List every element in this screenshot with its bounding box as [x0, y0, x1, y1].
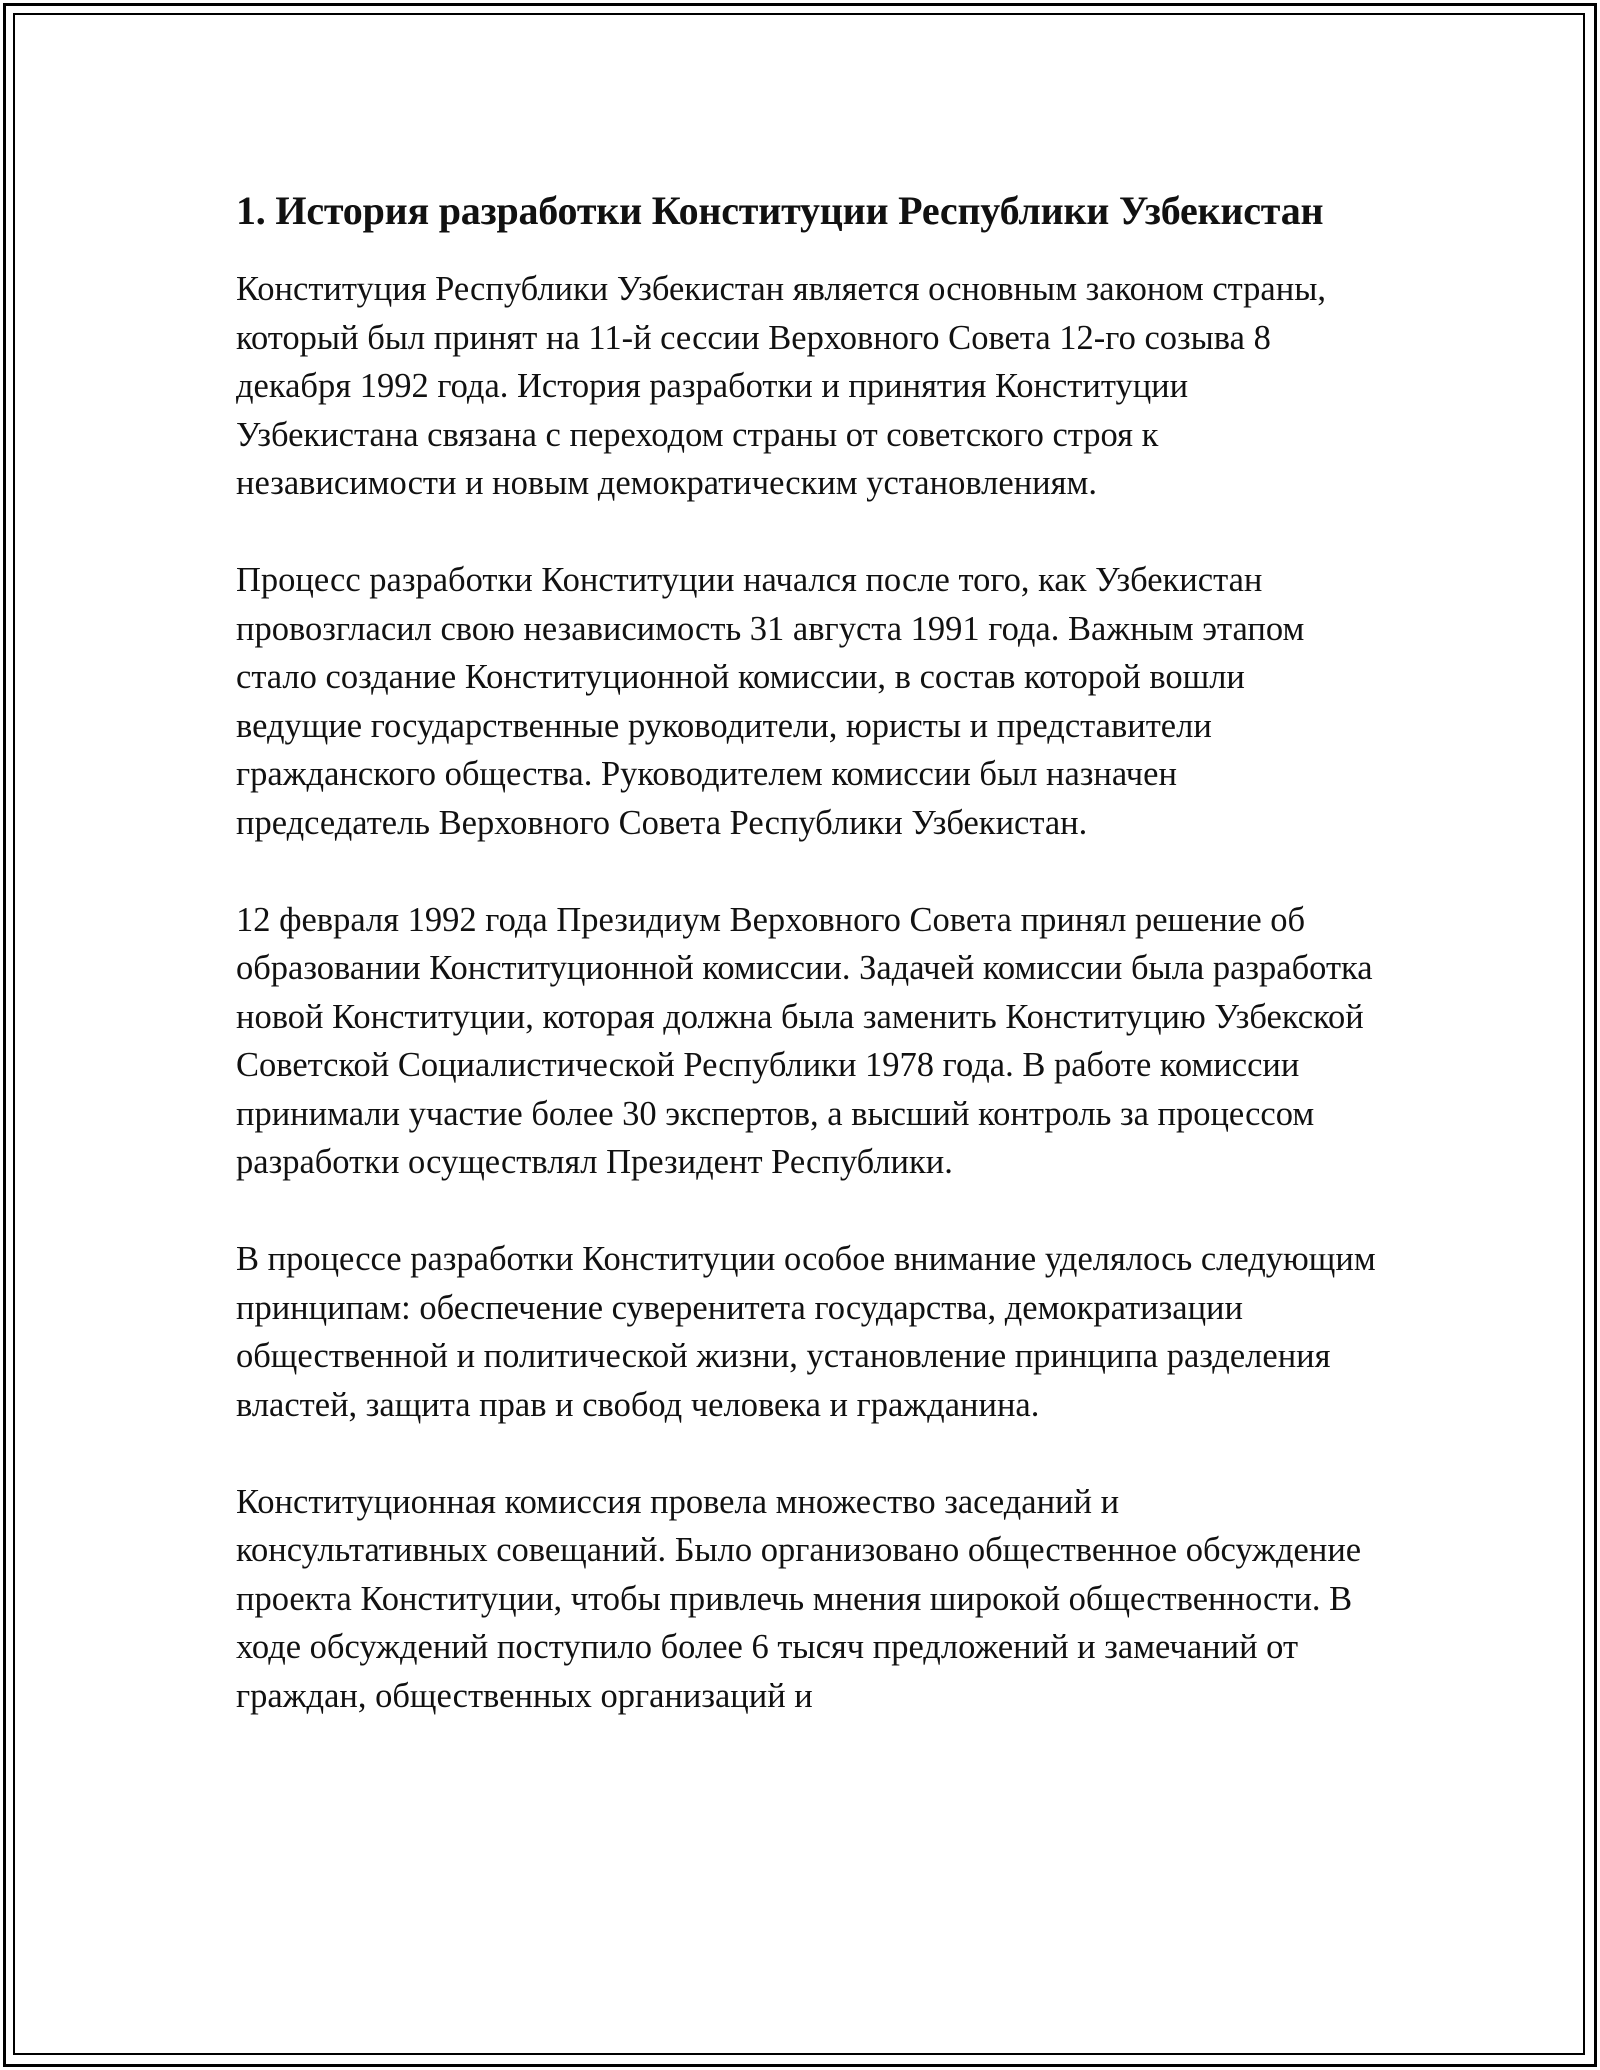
- paragraph-commission-formation: 12 февраля 1992 года Президиум Верховного Совета принял решение об образовании Конституционной комиссии. Задачей комиссии была разработка новой Конституции, которая должна была заменить Конституцию Узбекской Советской Социалистической Республики 1978 года. В работе комиссии принимали участие более 30 экспертов, а высший контроль за процессом разработки осуществлял Президент Республики.: [236, 900, 1373, 1181]
- section-heading: 1. История разработки Конституции Республики Узбекистан: [236, 188, 1324, 233]
- paragraph-development-start: Процесс разработки Конституции начался после того, как Узбекистан провозгласил свою независимость 31 августа 1991 года. Важным этапом стало создание Конституционной комиссии, в состав которой вошли ведущие государственные руководители, юристы и представители гражданского общества. Руководителем комиссии был назначен председатель Верховного Совета Республики Узбекистан.: [236, 561, 1305, 842]
- paragraph-constitution-adoption: Конституция Республики Узбекистан является основным законом страны, который был принят на 11-й сессии Верховного Совета 12-го созыва 8 декабря 1992 года. История разработки и принятия Конституции Узбекистана связана с переходом страны от советского строя к независимости и новым демократическим установлениям.: [236, 270, 1327, 502]
- document-page: [236, 184, 1376, 1720]
- paragraph-public-discussion: Конституционная комиссия провела множество заседаний и консультативных совещаний. Было организовано общественное обсуждение проекта Конституции, чтобы привлечь мнения широкой общественности. В ходе обсуждений поступило более 6 тысяч предложений и замечаний от граждан, общественных организаций и: [236, 1482, 1362, 1715]
- paragraph-principles: В процессе разработки Конституции особое внимание уделялось следующим принципам: обеспечение суверенитета государства, демократизации общественной и политической жизни, установление принципа разделения властей, защита прав и свобод человека и гражданина.: [236, 1240, 1376, 1424]
